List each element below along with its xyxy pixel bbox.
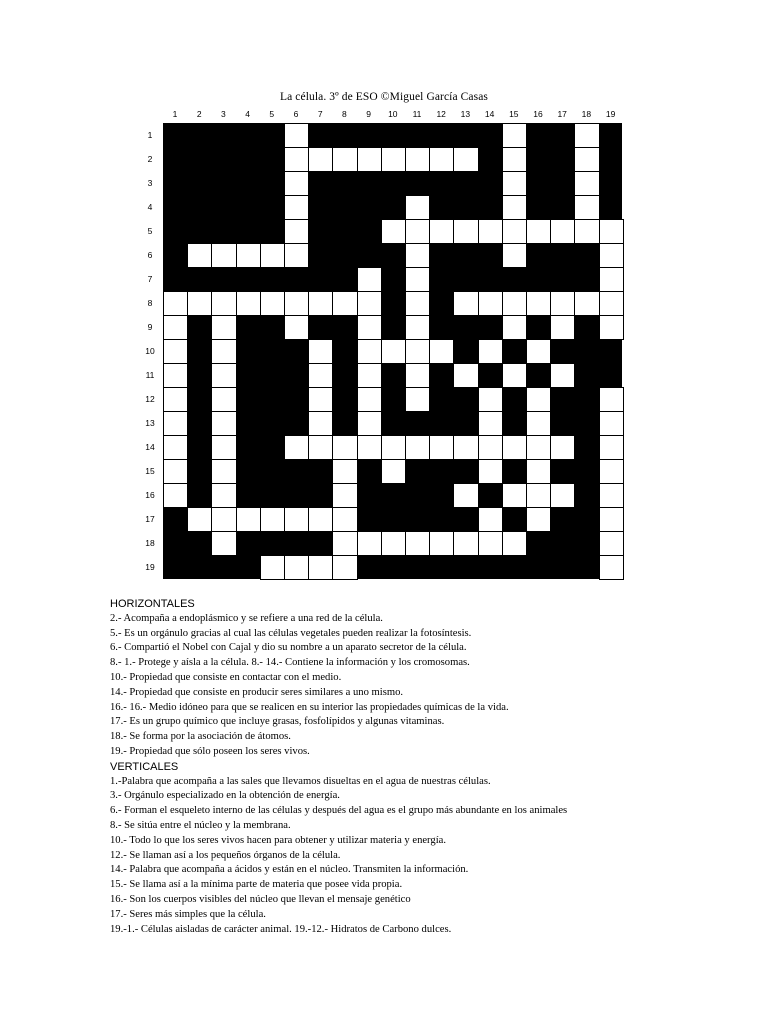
clue-h-14: 14.- Propiedad que consiste en producir seres similares a uno mismo.: [110, 686, 404, 698]
crossword-cell[interactable]: [453, 531, 478, 556]
crossword-cell[interactable]: [284, 171, 309, 196]
crossword-cell[interactable]: [502, 243, 527, 268]
crossword-cell[interactable]: [308, 507, 333, 532]
clue-v-3: 3.- Orgánulo especializado en la obtención de energía.: [110, 790, 340, 802]
clues-section: [110, 597, 630, 937]
row-number: 7: [147, 274, 153, 284]
crossword-cell[interactable]: [187, 243, 212, 268]
crossword-cell[interactable]: [478, 435, 503, 460]
row-number: 19: [145, 562, 155, 572]
row-number: 9: [147, 322, 153, 332]
crossword-cell[interactable]: [405, 195, 430, 220]
crossword-cell[interactable]: [284, 219, 309, 244]
crossword-cell[interactable]: [284, 435, 309, 460]
crossword-cell[interactable]: [211, 243, 236, 268]
crossword-cell[interactable]: [211, 459, 236, 484]
crossword-cell[interactable]: [357, 531, 382, 556]
crossword-cell[interactable]: [526, 435, 551, 460]
crossword-cell[interactable]: [599, 555, 624, 580]
crossword-cell[interactable]: [284, 315, 309, 340]
crossword-cell[interactable]: [163, 339, 188, 364]
crossword-cell[interactable]: [332, 507, 357, 532]
crossword-cell[interactable]: [599, 507, 624, 532]
crossword-cell[interactable]: [478, 219, 503, 244]
crossword-cell[interactable]: [599, 243, 624, 268]
clue-h-8: 8.- 1.- Protege y aísla a la célula. 8.- 14.- Contiene la información y los cromosomas.: [110, 657, 470, 669]
crossword-cell[interactable]: [284, 507, 309, 532]
crossword-cell[interactable]: [599, 219, 624, 244]
crossword-cell[interactable]: [526, 411, 551, 436]
crossword-cell[interactable]: [308, 339, 333, 364]
crossword-cell[interactable]: [429, 435, 454, 460]
crossword-cell[interactable]: [502, 483, 527, 508]
column-number: 1: [172, 109, 178, 119]
crossword-cell[interactable]: [574, 147, 599, 172]
crossword-cell[interactable]: [284, 147, 309, 172]
column-number: 9: [366, 109, 371, 119]
column-number: 15: [509, 109, 519, 119]
crossword-cell[interactable]: [260, 291, 285, 316]
crossword-cell[interactable]: [284, 195, 309, 220]
crossword-cell[interactable]: [574, 219, 599, 244]
crossword-cell[interactable]: [260, 507, 285, 532]
crossword-cell[interactable]: [574, 195, 599, 220]
column-number: 13: [460, 109, 471, 119]
row-number: 6: [147, 250, 153, 260]
crossword-cell[interactable]: [187, 507, 212, 532]
crossword-cell[interactable]: [502, 435, 527, 460]
crossword-cell[interactable]: [308, 291, 333, 316]
column-numbers: [163, 109, 622, 121]
crossword-cell[interactable]: [211, 507, 236, 532]
crossword-cell[interactable]: [332, 531, 357, 556]
crossword-cell[interactable]: [599, 267, 624, 292]
clue-v-16: 16.- Son los cuerpos visibles del núcleo que llevan el mensaje genético: [110, 893, 411, 905]
clue-v-19: 19.-1.- Células aisladas de carácter animal. 19.-12.- Hidratos de Carbono dulces.: [110, 923, 452, 935]
crossword-cell[interactable]: [478, 411, 503, 436]
crossword-cell[interactable]: [599, 483, 624, 508]
crossword-cell[interactable]: [357, 339, 382, 364]
crossword-cell[interactable]: [284, 291, 309, 316]
crossword-cell[interactable]: [332, 435, 357, 460]
clue-v-14: 14.- Palabra que acompaña a ácidos y están en el núcleo. Transmiten la información.: [110, 864, 469, 876]
crossword-cell[interactable]: [429, 219, 454, 244]
crossword-cell[interactable]: [429, 147, 454, 172]
row-number: 14: [145, 442, 155, 452]
crossword-cell[interactable]: [453, 219, 478, 244]
crossword-cell[interactable]: [599, 315, 624, 340]
row-number: 13: [145, 418, 155, 428]
column-number: 16: [533, 109, 543, 119]
crossword-cell[interactable]: [550, 483, 575, 508]
crossword-cell[interactable]: [526, 459, 551, 484]
crossword-cell[interactable]: [526, 507, 551, 532]
crossword-cell[interactable]: [284, 555, 309, 580]
crossword-cell[interactable]: [284, 243, 309, 268]
crossword-cell[interactable]: [574, 123, 599, 148]
crossword-cell[interactable]: [453, 483, 478, 508]
crossword-cell[interactable]: [502, 219, 527, 244]
crossword-cell[interactable]: [526, 219, 551, 244]
crossword-cell[interactable]: [599, 435, 624, 460]
crossword-cell[interactable]: [453, 363, 478, 388]
column-number: 5: [269, 109, 275, 119]
crossword-cell[interactable]: [478, 531, 503, 556]
crossword-cell[interactable]: [381, 435, 406, 460]
crossword-cell[interactable]: [163, 435, 188, 460]
crossword-cell[interactable]: [599, 291, 624, 316]
column-number: 19: [605, 109, 616, 119]
crossword-cell[interactable]: [332, 483, 357, 508]
clue-v-1: 1.-Palabra que acompaña a las sales que llevamos disueltas en el agua de nuestras células.: [110, 775, 491, 787]
crossword-cell[interactable]: [502, 531, 527, 556]
row-number: 1: [147, 130, 153, 140]
crossword-cell[interactable]: [357, 387, 382, 412]
column-number: 10: [388, 109, 398, 119]
crossword-cell[interactable]: [405, 363, 430, 388]
crossword-grid: [163, 123, 622, 579]
crossword-cell[interactable]: [163, 411, 188, 436]
row-number: 3: [147, 178, 153, 188]
row-number: 15: [145, 466, 155, 476]
column-number: 7: [317, 109, 323, 119]
crossword-cell[interactable]: [332, 555, 357, 580]
row-number: 18: [145, 538, 155, 548]
crossword-cell[interactable]: [502, 123, 527, 148]
crossword-cell[interactable]: [381, 219, 406, 244]
crossword-cell[interactable]: [332, 291, 357, 316]
crossword-cell[interactable]: [163, 483, 188, 508]
crossword-cell[interactable]: [599, 531, 624, 556]
crossword-cell[interactable]: [599, 459, 624, 484]
crossword-cell[interactable]: [163, 315, 188, 340]
crossword-cell[interactable]: [381, 459, 406, 484]
crossword-cell[interactable]: [526, 339, 551, 364]
clue-h-5: 5.- Es un orgánulo gracias al cual las células vegetales pueden realizar la fotosíntesis.: [110, 627, 472, 639]
row-numbers: [140, 123, 160, 579]
crossword-cell[interactable]: [453, 291, 478, 316]
crossword-cell[interactable]: [429, 531, 454, 556]
crossword-cell[interactable]: [405, 147, 430, 172]
crossword-cell[interactable]: [405, 531, 430, 556]
crossword-cell[interactable]: [502, 363, 527, 388]
crossword-cell[interactable]: [381, 339, 406, 364]
crossword-cell[interactable]: [357, 411, 382, 436]
column-number: 4: [245, 109, 250, 119]
column-number: 12: [436, 109, 446, 119]
crossword-cell[interactable]: [308, 363, 333, 388]
crossword-cell[interactable]: [550, 219, 575, 244]
crossword-cell[interactable]: [405, 291, 430, 316]
row-number: 12: [145, 394, 155, 404]
crossword-cell[interactable]: [332, 147, 357, 172]
column-number: 14: [484, 109, 495, 119]
crossword-cell[interactable]: [163, 291, 188, 316]
column-number: 18: [581, 109, 592, 119]
crossword-cell[interactable]: [405, 267, 430, 292]
clue-h-10: 10.- Propiedad que consiste en contactar con el medio.: [110, 671, 342, 683]
crossword-cell[interactable]: [574, 291, 599, 316]
row-number: 16: [145, 490, 155, 500]
clue-h-19: 19.- Propiedad que sólo poseen los seres vivos.: [110, 745, 310, 757]
crossword-cell[interactable]: [526, 291, 551, 316]
crossword-cell[interactable]: [381, 147, 406, 172]
crossword-cell[interactable]: [308, 411, 333, 436]
crossword-cell[interactable]: [357, 291, 382, 316]
crossword-cell[interactable]: [332, 459, 357, 484]
crossword-cell[interactable]: [211, 339, 236, 364]
crossword-cell[interactable]: [211, 483, 236, 508]
clue-v-12: 12.- Se llaman así a los pequeños órganos de la célula.: [110, 849, 341, 861]
crossword-cell[interactable]: [478, 459, 503, 484]
puzzle-title: La célula. 3º de ESO ©Miguel García Casas: [279, 91, 488, 103]
column-number: 6: [293, 109, 299, 119]
crossword-cell[interactable]: [405, 435, 430, 460]
clue-h-18: 18.- Se forma por la asociación de átomos.: [110, 731, 291, 743]
clue-h-16: 16.- 16.- Medio idóneo para que se realicen en su interior las propiedades químicas de la vida.: [110, 701, 509, 713]
crossword-cell[interactable]: [163, 459, 188, 484]
crossword-cell[interactable]: [260, 555, 285, 580]
row-number: 4: [147, 202, 153, 212]
crossword-cell[interactable]: [550, 435, 575, 460]
crossword-cell[interactable]: [599, 387, 624, 412]
clue-v-8: 8.- Se sitúa entre el núcleo y la membrana.: [110, 819, 291, 831]
crossword-cell[interactable]: [236, 291, 261, 316]
crossword-cell[interactable]: [236, 507, 261, 532]
row-number: 17: [145, 514, 155, 524]
crossword-cell[interactable]: [478, 339, 503, 364]
crossword-cell[interactable]: [163, 387, 188, 412]
crossword-cell[interactable]: [211, 315, 236, 340]
crossword-cell[interactable]: [211, 291, 236, 316]
crossword-cell[interactable]: [308, 555, 333, 580]
crossword-cell[interactable]: [478, 507, 503, 532]
crossword-cell[interactable]: [550, 291, 575, 316]
crossword-cell[interactable]: [550, 363, 575, 388]
crossword-cell[interactable]: [502, 291, 527, 316]
crossword-cell[interactable]: [405, 315, 430, 340]
crossword-cell[interactable]: [478, 387, 503, 412]
row-number: 10: [145, 346, 155, 356]
crossword-cell[interactable]: [357, 363, 382, 388]
crossword-cell[interactable]: [163, 363, 188, 388]
crossword-cell[interactable]: [357, 315, 382, 340]
clue-v-10: 10.- Todo lo que los seres vivos hacen para obtener y utilizar materia y energía.: [110, 834, 446, 846]
clue-h-17: 17.- Es un grupo químico que incluye grasas, fosfolípidos y algunas vitaminas.: [110, 716, 445, 728]
column-number: 11: [412, 109, 422, 119]
row-number: 5: [147, 226, 153, 236]
crossword-cell[interactable]: [405, 243, 430, 268]
horizontales-heading: HORIZONTALES: [110, 598, 195, 610]
crossword-cell[interactable]: [381, 531, 406, 556]
crossword-cell[interactable]: [405, 219, 430, 244]
crossword-cell[interactable]: [550, 315, 575, 340]
crossword-cell[interactable]: [405, 387, 430, 412]
crossword-cell[interactable]: [502, 195, 527, 220]
crossword-cell[interactable]: [211, 363, 236, 388]
crossword-cell[interactable]: [526, 387, 551, 412]
crossword-cell[interactable]: [478, 291, 503, 316]
verticales-heading: VERTICALES: [110, 760, 179, 773]
clue-h-2: 2.- Acompaña a endoplásmico y se refiere a una red de la célula.: [110, 612, 383, 624]
row-number: 11: [145, 370, 155, 380]
crossword-cell[interactable]: [211, 387, 236, 412]
column-number: 17: [557, 109, 567, 119]
column-number: 3: [221, 109, 226, 119]
crossword-cell[interactable]: [502, 171, 527, 196]
crossword-cell[interactable]: [599, 411, 624, 436]
row-number: 8: [147, 298, 153, 308]
crossword-cell[interactable]: [211, 531, 236, 556]
crossword-cell[interactable]: [357, 267, 382, 292]
crossword-cell[interactable]: [526, 483, 551, 508]
crossword-cell[interactable]: [453, 435, 478, 460]
crossword-cell[interactable]: [357, 147, 382, 172]
column-number: 8: [342, 109, 347, 119]
crossword-cell[interactable]: [308, 147, 333, 172]
column-number: 2: [196, 109, 202, 119]
crossword-cell[interactable]: [502, 315, 527, 340]
crossword-cell[interactable]: [211, 411, 236, 436]
crossword-cell[interactable]: [405, 339, 430, 364]
crossword-cell[interactable]: [260, 243, 285, 268]
crossword-cell[interactable]: [308, 435, 333, 460]
clue-v-6: 6.- Forman el esqueleto interno de las células y después del agua es el grupo más abundante en los animales: [110, 805, 568, 817]
clue-v-17: 17.- Seres más simples que la célula.: [110, 908, 266, 920]
crossword-cell[interactable]: [211, 435, 236, 460]
crossword-cell[interactable]: [453, 147, 478, 172]
crossword-cell[interactable]: [187, 291, 212, 316]
clue-h-6: 6.- Compartió el Nobel con Cajal y dio su nombre a un aparato secretor de la célula.: [110, 642, 467, 654]
clue-v-15: 15.- Se llama así a la mínima parte de materia que posee vida propia.: [110, 879, 403, 891]
crossword-cell[interactable]: [308, 387, 333, 412]
crossword-cell[interactable]: [284, 123, 309, 148]
crossword-cell[interactable]: [502, 147, 527, 172]
crossword-cell[interactable]: [357, 435, 382, 460]
crossword-cell[interactable]: [236, 243, 261, 268]
crossword-cell[interactable]: [429, 339, 454, 364]
crossword-cell[interactable]: [574, 171, 599, 196]
row-number: 2: [147, 154, 153, 164]
